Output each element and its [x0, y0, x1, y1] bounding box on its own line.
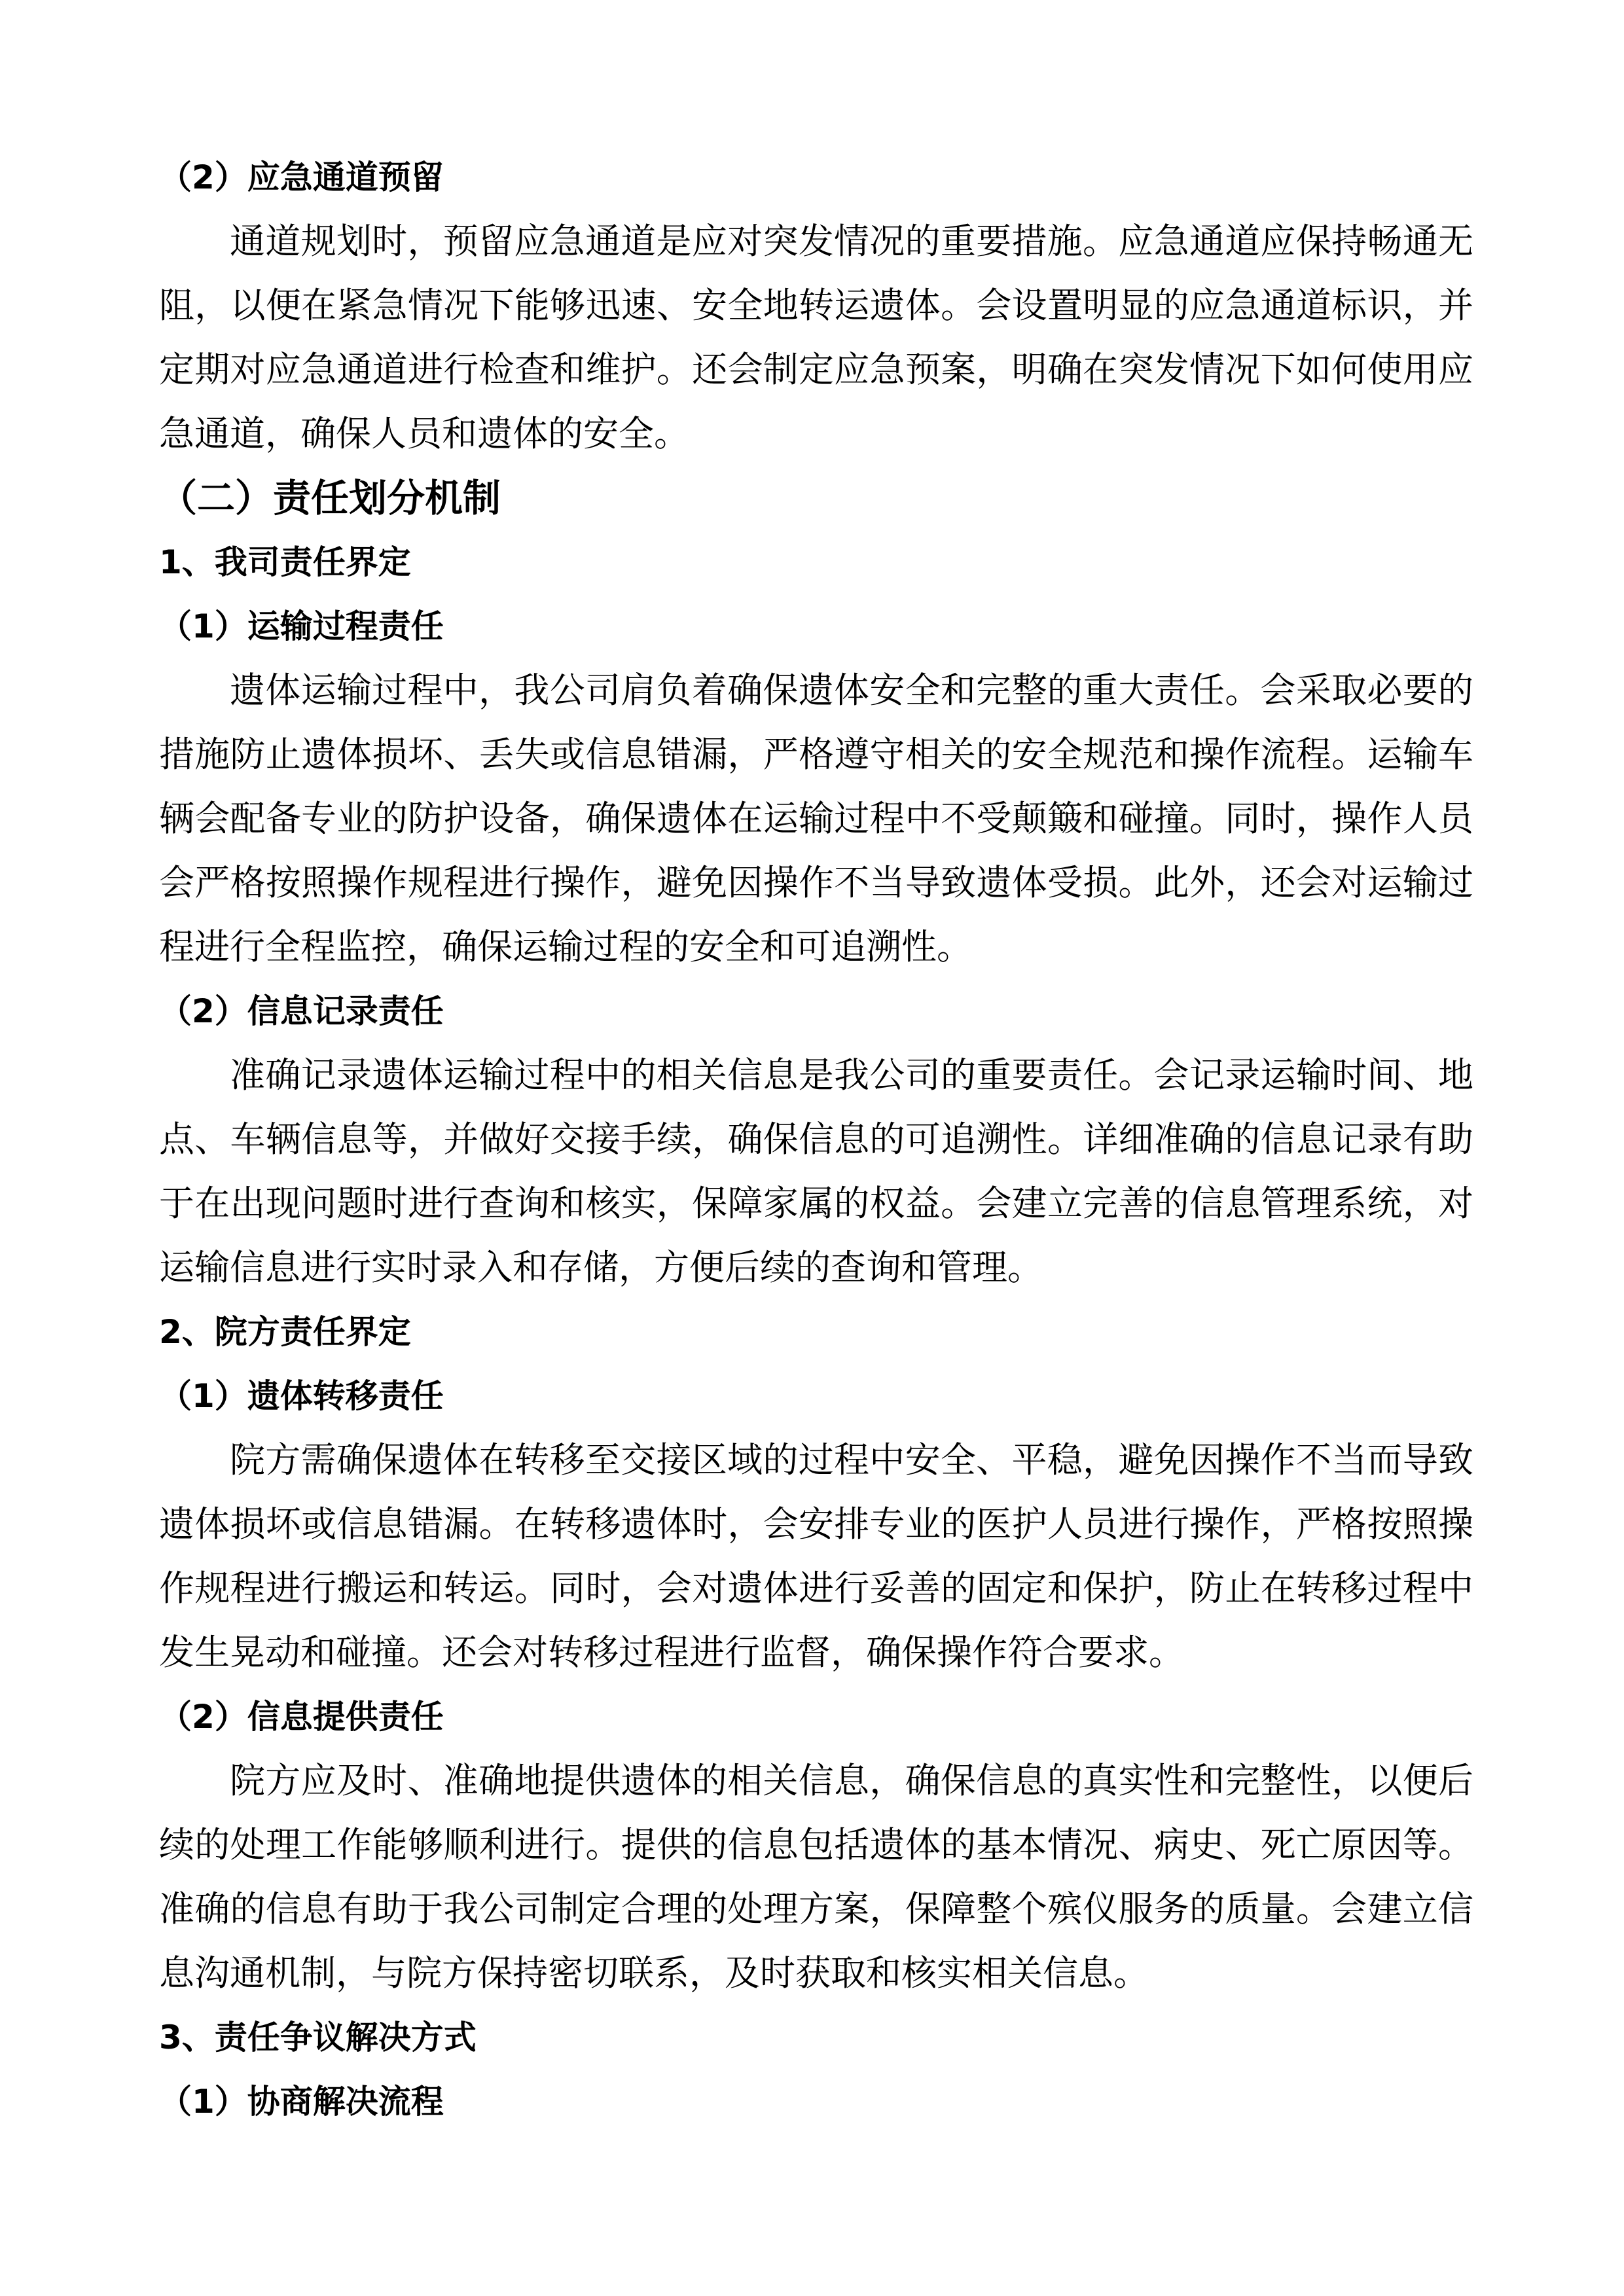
- subsection-heading: 2、院方责任界定: [159, 1313, 411, 1351]
- item-heading: （1）运输过程责任: [159, 607, 444, 645]
- item-heading: （2）信息提供责任: [159, 1698, 444, 1736]
- subsection-heading: 3、责任争议解决方式: [159, 2018, 477, 2056]
- paragraph: 准确记录遗体运输过程中的相关信息是我公司的重要责任。会记录运输时间、地点、车辆信息等，并做好交接手续，确保信息的可追溯性。详细准确的信息记录有助于在出现问题时进行查询和核实，保障家属的权益。会建立完善的信息管理系统，对运输信息进行实时录入和存储，方便后续的查询和管理。: [159, 1054, 1473, 1288]
- paragraph: 院方应及时、准确地提供遗体的相关信息，确保信息的真实性和完整性，以便后续的处理工作能够顺利进行。提供的信息包括遗体的基本情况、病史、死亡原因等。准确的信息有助于我公司制定合理的处理方案，保障整个殡仪服务的质量。会建立信息沟通机制，与院方保持密切联系，及时获取和核实相关信息。: [159, 1760, 1473, 1994]
- paragraph: 通道规划时，预留应急通道是应对突发情况的重要措施。应急通道应保持畅通无阻，以便在紧急情况下能够迅速、安全地转运遗体。会设置明显的应急通道标识，并定期对应急通道进行检查和维护。还会制定应急预案，明确在突发情况下如何使用应急通道，确保人员和遗体的安全。: [159, 221, 1473, 454]
- item-heading: （2）应急通道预留: [159, 158, 444, 196]
- document-body: [159, 145, 1473, 2134]
- paragraph: 院方需确保遗体在转移至交接区域的过程中安全、平稳，避免因操作不当而导致遗体损坏或信息错漏。在转移遗体时，会安排专业的医护人员进行操作，严格按照操作规程进行搬运和转运。同时，会对遗体进行妥善的固定和保护，防止在转移过程中发生晃动和碰撞。还会对转移过程进行监督，确保操作符合要求。: [159, 1439, 1473, 1673]
- item-heading: （1）协商解决流程: [159, 2083, 444, 2121]
- item-heading: （1）遗体转移责任: [159, 1377, 444, 1415]
- subsection-heading: 1、我司责任界定: [159, 543, 411, 581]
- paragraph: 遗体运输过程中，我公司肩负着确保遗体安全和完整的重大责任。会采取必要的措施防止遗体损坏、丢失或信息错漏，严格遵守相关的安全规范和操作流程。运输车辆会配备专业的防护设备，确保遗体在运输过程中不受颠簸和碰撞。同时，操作人员会严格按照操作规程进行操作，避免因操作不当导致遗体受损。此外，还会对运输过程进行全程监控，确保运输过程的安全和可追溯性。: [159, 670, 1473, 967]
- item-heading: （2）信息记录责任: [159, 992, 444, 1030]
- section-heading: （二）责任划分机制: [159, 476, 501, 520]
